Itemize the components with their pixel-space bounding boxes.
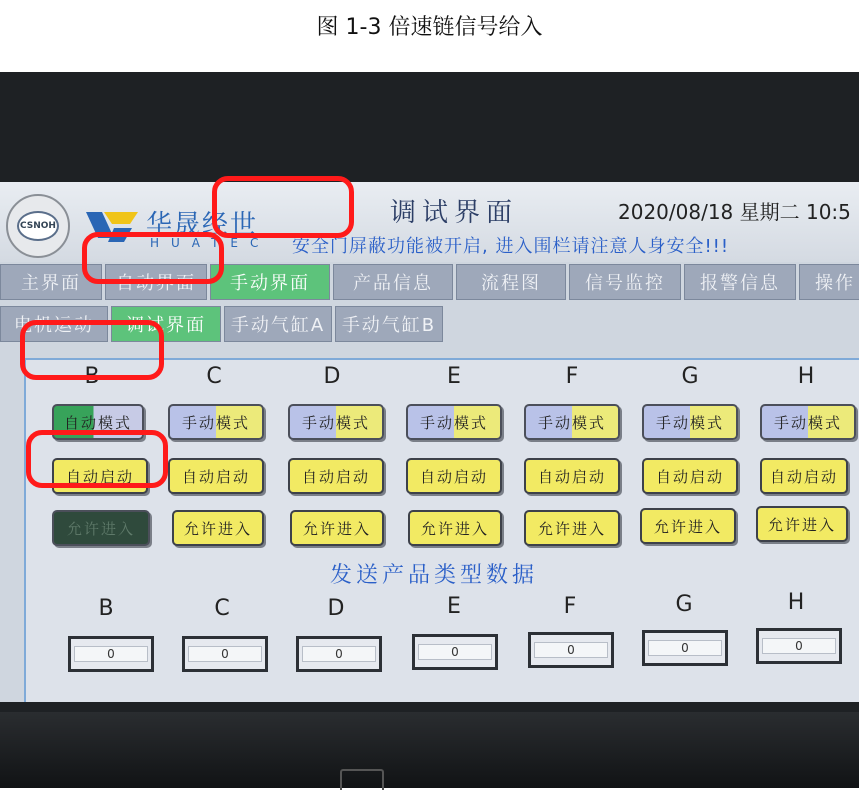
product-type-value-b[interactable] <box>68 636 154 672</box>
product-type-value-f[interactable] <box>528 632 614 668</box>
data-header-f: F <box>563 594 577 619</box>
company-seal <box>6 194 70 258</box>
tab-debug[interactable]: 调试界面 <box>111 306 221 342</box>
value-text: 0 <box>302 646 376 662</box>
column-header-h: H <box>797 364 815 389</box>
column-header-g: G <box>681 364 699 389</box>
tab-auto[interactable]: 自动界面 <box>105 264 207 300</box>
column-header-c: C <box>206 364 222 389</box>
data-header-b: B <box>98 596 114 621</box>
data-header-d: D <box>327 596 345 621</box>
mode-toggle-b[interactable]: 自动模式 <box>52 404 144 440</box>
mode-toggle-d[interactable]: 手动模式 <box>288 404 384 440</box>
auto-start-button-c[interactable]: 自动启动 <box>168 458 264 494</box>
column-header-f: F <box>565 364 579 389</box>
tab-manual-cylinder-b[interactable]: 手动气缸B <box>335 306 443 342</box>
page-title: 调试界面 <box>390 198 519 228</box>
allow-entry-button-e[interactable]: 允许进入 <box>408 510 502 546</box>
value-text: 0 <box>418 644 492 660</box>
product-type-value-d[interactable] <box>296 636 382 672</box>
mode-toggle-f[interactable]: 手动模式 <box>524 404 620 440</box>
value-text: 0 <box>534 642 608 658</box>
figure-caption: 图 1-3 倍速链信号给入 <box>316 15 543 40</box>
tab-operation[interactable]: 操作 <box>799 264 859 300</box>
mode-toggle-e[interactable]: 手动模式 <box>406 404 502 440</box>
bezel-connector <box>340 769 384 790</box>
highlight-ring-mode-b <box>20 320 164 380</box>
hmi-device-frame <box>0 72 859 716</box>
allow-entry-button-c[interactable]: 允许进入 <box>172 510 264 546</box>
tab-motor-motion[interactable]: 电机运动 <box>0 306 108 342</box>
datetime-display: 2020/08/18 星期二 10:5 <box>618 200 851 224</box>
value-text: 0 <box>188 646 262 662</box>
tab-flowchart[interactable]: 流程图 <box>456 264 566 300</box>
auto-start-button-d[interactable]: 自动启动 <box>288 458 384 494</box>
mode-toggle-h[interactable]: 手动模式 <box>760 404 856 440</box>
auto-start-button-e[interactable]: 自动启动 <box>406 458 502 494</box>
mode-toggle-c[interactable]: 手动模式 <box>168 404 264 440</box>
product-type-value-c[interactable] <box>182 636 268 672</box>
value-text: 0 <box>762 638 836 654</box>
send-product-type-title: 发送产品类型数据 <box>330 563 539 588</box>
tab-manual-cylinder-a[interactable]: 手动气缸A <box>224 306 332 342</box>
data-header-h: H <box>787 590 805 615</box>
auto-start-button-f[interactable]: 自动启动 <box>524 458 620 494</box>
value-text: 0 <box>74 646 148 662</box>
logo-english-name: HUATEC <box>150 236 271 250</box>
logo-chinese-name: 华晟经世 <box>146 210 259 240</box>
tab-product-info[interactable]: 产品信息 <box>333 264 453 300</box>
allow-entry-button-f[interactable]: 允许进入 <box>524 510 620 546</box>
column-header-b: B <box>84 364 100 389</box>
device-bezel <box>0 712 859 788</box>
tab-manual[interactable]: 手动界面 <box>210 264 330 300</box>
tab-alarm-info[interactable]: 报警信息 <box>684 264 796 300</box>
highlight-ring-debug-tab <box>82 232 224 284</box>
mode-toggle-g[interactable]: 手动模式 <box>642 404 738 440</box>
data-header-e: E <box>447 594 461 619</box>
allow-entry-button-h[interactable]: 允许进入 <box>756 506 848 542</box>
highlight-ring-manual-tab <box>212 176 354 238</box>
product-type-value-h[interactable] <box>756 628 842 664</box>
seal-text: CSNOH <box>17 211 59 241</box>
column-header-d: D <box>323 364 341 389</box>
auto-start-button-h[interactable]: 自动启动 <box>760 458 848 494</box>
tab-signal-monitor[interactable]: 信号监控 <box>569 264 681 300</box>
product-type-value-g[interactable] <box>642 630 728 666</box>
allow-entry-button-d[interactable]: 允许进入 <box>290 510 384 546</box>
value-text: 0 <box>648 640 722 656</box>
product-type-value-e[interactable] <box>412 634 498 670</box>
data-header-g: G <box>675 592 693 617</box>
safety-warning-banner: 安全门屏蔽功能被开启, 进入围栏请注意人身安全!!! <box>292 236 730 257</box>
column-header-e: E <box>447 364 461 389</box>
auto-start-button-g[interactable]: 自动启动 <box>642 458 738 494</box>
data-header-c: C <box>214 596 230 621</box>
allow-entry-button-g[interactable]: 允许进入 <box>640 508 736 544</box>
highlight-ring-entry-b <box>26 430 168 488</box>
tab-main[interactable]: 主界面 <box>0 264 102 300</box>
allow-entry-button-b[interactable]: 允许进入 <box>52 510 150 546</box>
auto-start-button-b[interactable]: 自动启动 <box>52 458 148 494</box>
